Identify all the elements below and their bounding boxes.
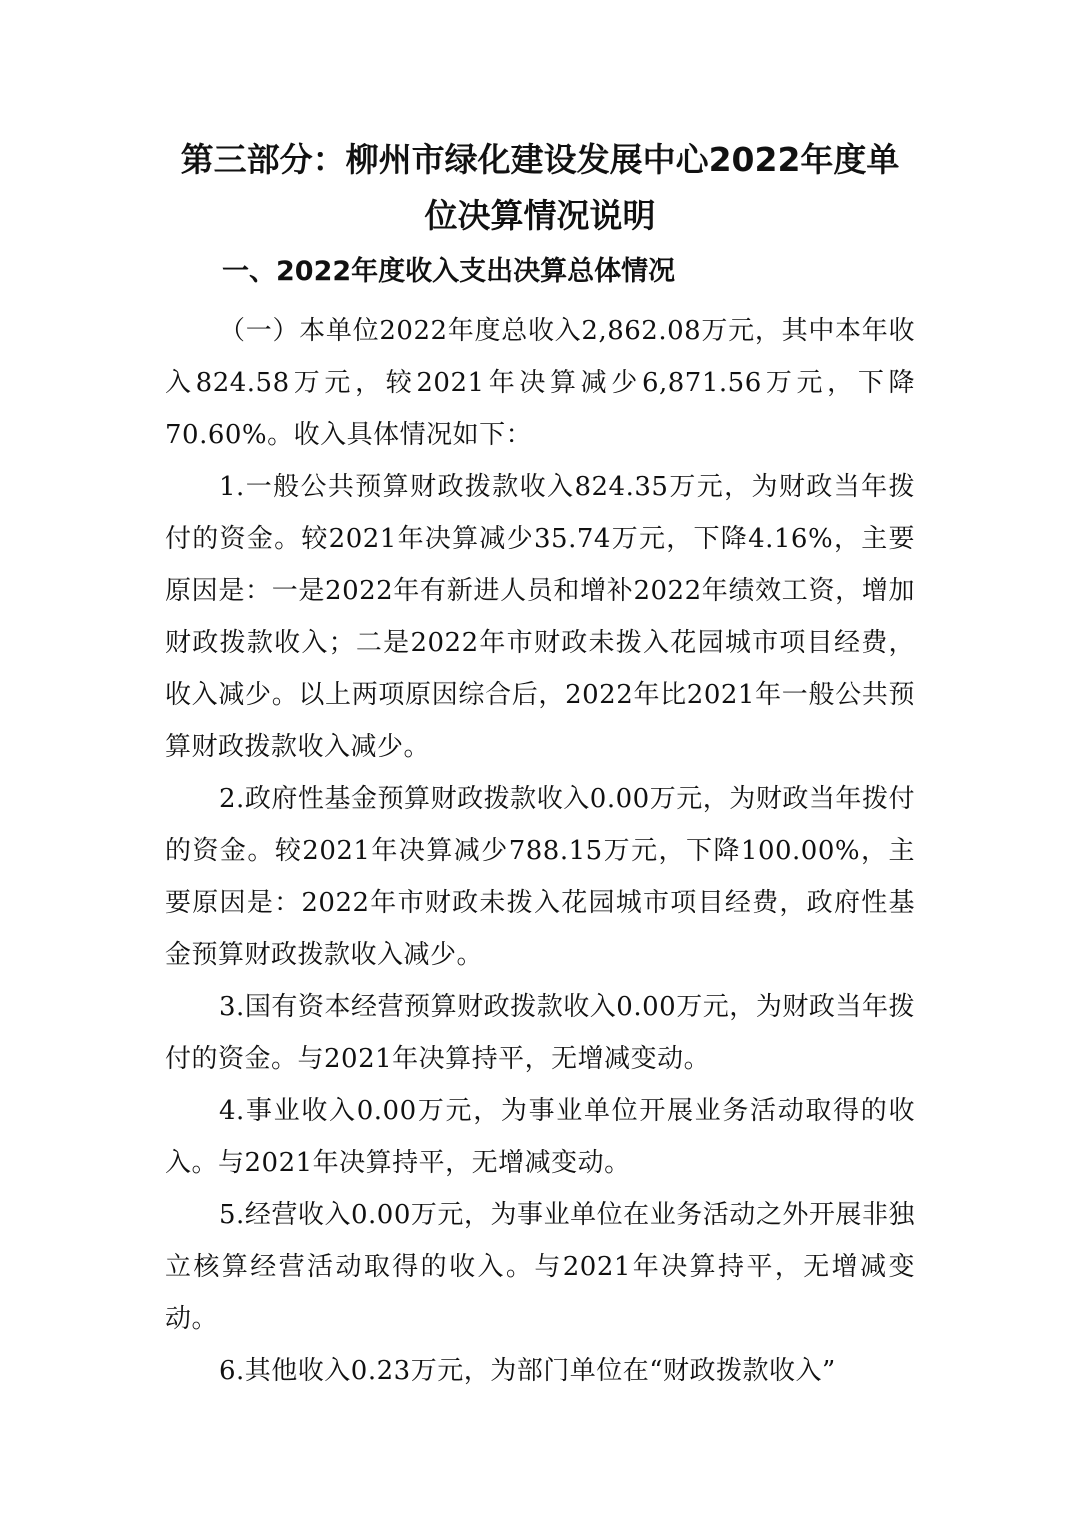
document-title: 第三部分：柳州市绿化建设发展中心2022年度单位决算情况说明: [180, 140, 900, 235]
paragraph-government-fund-income: 2.政府性基金预算财政拨款收入0.00万元，为财政当年拨付的资金。较2021年决算减少788.15万元，下降100.00%，主要原因是：2022年市财政未拨入花园城市项目经费，政府性基金预算财政拨款收入减少。: [165, 784, 915, 970]
paragraph-state-capital-income: 3.国有资本经营预算财政拨款收入0.00万元，为财政当年拨付的资金。与2021年决算持平，无增减变动。: [165, 992, 915, 1074]
paragraph-other-income: 6.其他收入0.23万元，为部门单位在“财政拨款收入”: [219, 1356, 836, 1386]
paragraph-business-income: 4.事业收入0.00万元，为事业单位开展业务活动取得的收入。与2021年决算持平，无增减变动。: [165, 1096, 915, 1178]
document-body: [165, 305, 915, 1397]
paragraph-operating-income: 5.经营收入0.00万元，为事业单位在业务活动之外开展非独立核算经营活动取得的收入。与2021年决算持平，无增减变动。: [165, 1200, 915, 1334]
section-heading: 一、2022年度收入支出决算总体情况: [222, 256, 676, 287]
paragraph-general-budget-income: 1.一般公共预算财政拨款收入824.35万元，为财政当年拨付的资金。较2021年决算减少35.74万元，下降4.16%，主要原因是：一是2022年有新进人员和增补2022年绩效工资，增加财政拨款收入；二是2022年市财政未拨入花园城市项目经费，收入减少。以上两项原因综合后，2022年比2021年一般公共预算财政拨款收入减少。: [165, 472, 915, 762]
paragraph-total-income: （一）本单位2022年度总收入2,862.08万元，其中本年收入824.58万元，较2021年决算减少6,871.56万元，下降70.60%。收入具体情况如下：: [165, 316, 915, 450]
